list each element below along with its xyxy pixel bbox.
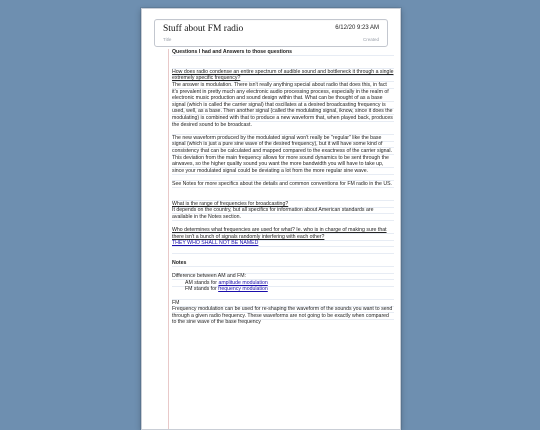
notes-difference-label: Difference between AM and FM: <box>172 273 247 280</box>
note-body[interactable] <box>172 49 394 326</box>
question-1: How does radio condense an entire spectrum of audible sound and bottleneck it through a single extremely specific frequency? <box>172 68 394 82</box>
answer-3-link[interactable]: THEY WHO SHALL NOT BE NAMED <box>172 240 259 247</box>
am-prefix: AM stands for <box>185 279 219 286</box>
fm-description: Frequency modulation can be used for re-shaping the waveform of the sounds you want to send through a given radio frequency. These waveforms are not going to be exactly when compared to the sine wave of the base frequency <box>172 306 393 326</box>
fm-line <box>172 286 394 293</box>
fm-link[interactable]: frequency modulation <box>218 286 268 293</box>
answer-1-paragraph-1: The answer is modulation. There isn't really anything special about radio that does this, in fact it's prevalent in pretty much any electronic audio processing process, especially in the realm of electronic music production and sound design within that. What can be thought of as a base signal (which is called the carrier signal) that oscillates at a desired broadcasting frequency is used, well, as a base. Then another signal (called the modulating signal, iknow, since it does the modulating) is combined with that to produce a new waveform that, when played back, produces the desired sound to be broadcast. <box>172 81 393 128</box>
section-heading-questions: Questions I had and Answers to those questions <box>172 49 293 55</box>
note-title[interactable]: Stuff about FM radio <box>163 24 244 34</box>
am-line <box>172 280 394 287</box>
section-heading-notes: Notes <box>172 260 187 266</box>
fm-label: FM <box>172 299 180 306</box>
created-field-label: Created <box>362 37 379 42</box>
margin-rule <box>168 49 169 429</box>
answer-1-paragraph-3: See Notes for more specifics about the details and common conventions for FM radio in the US. <box>172 180 393 187</box>
title-field-label: Title <box>163 37 172 42</box>
am-link[interactable]: amplitude modulation <box>218 279 268 286</box>
question-3: Who determines what frequencies are used for what? Ie. who is in charge of making sure that there isn't a bunch of signals randomly interfering with each other? <box>172 227 387 240</box>
fm-prefix: FM stands for <box>185 286 219 293</box>
note-date: 6/12/20 9:23 AM <box>335 25 379 31</box>
note-header <box>154 19 388 47</box>
question-2: What is the range of frequencies for broadcasting? <box>172 200 289 207</box>
answer-1-paragraph-2: The new waveform produced by the modulated signal won't really be "regular" like the base signal (which is just a pure sine wave of the desired frequency), but it will have some kind of consistency that can be calculated and mapped compared to the exactness of the carrier signal. This deviation from the main frequency allows for more sound dynamics to be sent through the airwaves, so the higher quality sound you want the more bandwidth you will have to take up, since your modulated signal could be deviating a lot from the more regular sine wave. <box>172 134 393 174</box>
answer-2: It depends on the country, but all specifics for information about American standards are available in the Notes section. <box>172 207 374 220</box>
note-page <box>141 8 401 430</box>
